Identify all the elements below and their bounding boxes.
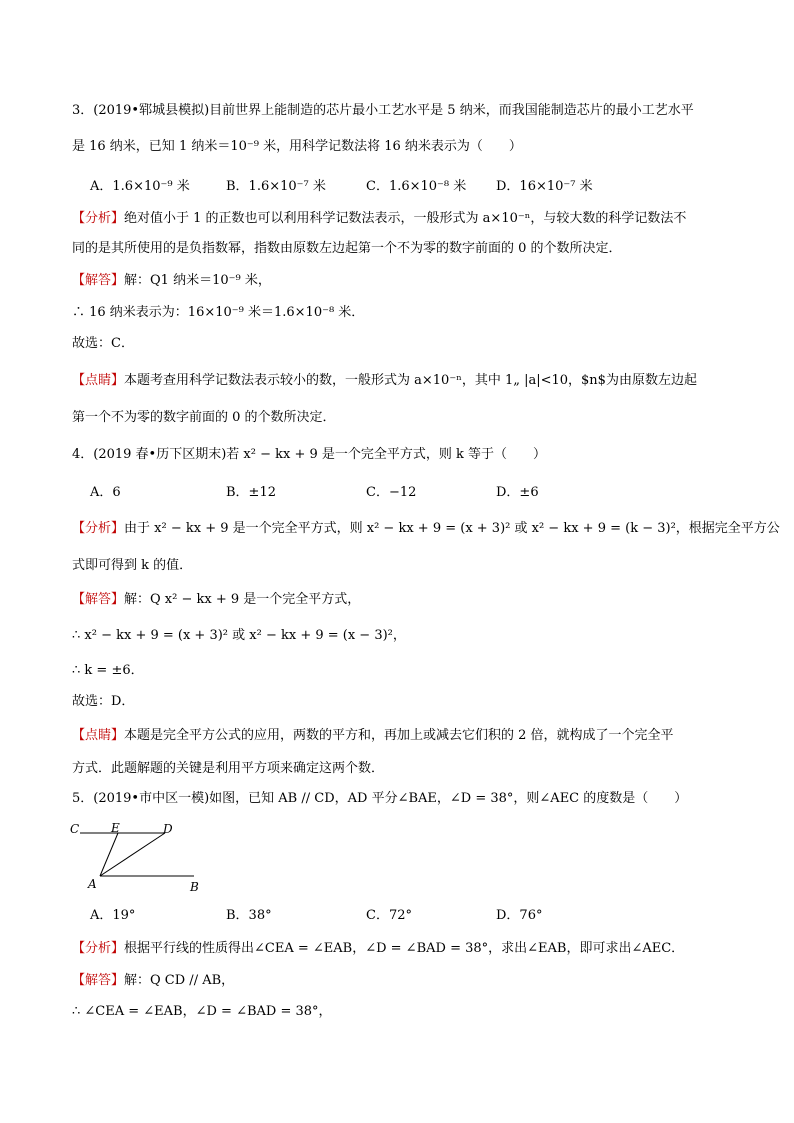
q4-answer-text: 解：Q x² − kx + 9 是一个完全平方式， xyxy=(124,592,361,607)
q5-stem-line1: 5．(2019•市中区一模)如图，已知 AB // CD，AD 平分∠BAE，∠D = 38°，则∠AEC 的度数是（ ） xyxy=(72,791,688,806)
q5-option-c: C．72° xyxy=(366,908,412,923)
q3-comment-line2: 第一个不为零的数字前面的 0 的个数所决定． xyxy=(72,410,336,425)
q3-analysis-line1 xyxy=(72,210,686,228)
q3-stem-line2: 是 16 纳米，已知 1 纳米＝10⁻⁹ 米，用科学记数法将 16 纳米表示为（ ） xyxy=(72,139,522,154)
q3-option-a: A．1.6×10⁻⁹ 米 xyxy=(90,179,190,194)
q3-comment-text: 本题考查用科学记数法表示较小的数，一般形式为 a×10⁻ⁿ，其中 1„ |a|<10，$n$为由原数左边起 xyxy=(124,373,697,388)
q3-option-d: D．16×10⁻⁷ 米 xyxy=(496,179,593,194)
label-c: C xyxy=(70,822,80,836)
label-b: B xyxy=(190,880,199,894)
q3-comment-line1 xyxy=(72,372,697,390)
q4-analysis-text: 由于 x² − kx + 9 是一个完全平方式，则 x² − kx + 9 = (x + 3)² 或 x² − kx + 9 = (k − 3)²，根据完全平方公 xyxy=(124,521,780,536)
q4-option-c: C．−12 xyxy=(366,485,417,500)
answer-tag: 【解答】 xyxy=(72,973,125,988)
q3-analysis-text: 绝对值小于 1 的正数也可以利用科学记数法表示，一般形式为 a×10⁻ⁿ，与较大数的科学记数法不 xyxy=(124,211,687,226)
analysis-tag: 【分析】 xyxy=(72,211,125,226)
q4-option-a: A．6 xyxy=(90,485,121,500)
q4-analysis-line1 xyxy=(72,520,780,538)
answer-tag: 【解答】 xyxy=(72,592,125,607)
q3-option-b: B．1.6×10⁻⁷ 米 xyxy=(226,179,326,194)
q3-stem-line1: 3．(2019•郓城县模拟)目前世界上能制造的芯片最小工艺水平是 5 纳米，而我国能制造芯片的最小工艺水平 xyxy=(72,103,694,118)
q4-answer-line3: ∴ k = ±6． xyxy=(72,663,144,678)
q3-choice: 故选：C． xyxy=(72,336,134,351)
q4-answer-line2: ∴ x² − kx + 9 = (x + 3)² 或 x² − kx + 9 = (x − 3)²， xyxy=(72,628,406,643)
q4-option-d: D．±6 xyxy=(496,485,539,500)
q4-comment-text: 本题是完全平方公式的应用，两数的平方和，再加上或减去它们积的 2 倍，就构成了一个完全平 xyxy=(124,728,674,743)
label-a: A xyxy=(88,877,97,891)
q4-analysis-line2: 式即可得到 k 的值． xyxy=(72,558,193,573)
q5-answer-line1 xyxy=(72,972,234,990)
q4-option-b: B．±12 xyxy=(226,485,276,500)
geometry-figure xyxy=(62,818,212,898)
label-d: D xyxy=(163,822,173,836)
q3-option-c: C．1.6×10⁻⁸ 米 xyxy=(366,179,467,194)
q5-analysis-text: 根据平行线的性质得出∠CEA = ∠EAB，∠D = ∠BAD = 38°，求出∠EAB，即可求出∠AEC． xyxy=(124,941,685,956)
q5-answer-text: 解：Q CD // AB， xyxy=(124,973,235,988)
q3-answer-line1 xyxy=(72,272,271,290)
q4-choice: 故选：D． xyxy=(72,694,135,709)
q4-comment-line1 xyxy=(72,727,674,745)
q5-option-a: A．19° xyxy=(90,908,136,923)
q5-option-d: D．76° xyxy=(496,908,543,923)
analysis-tag: 【分析】 xyxy=(72,941,125,956)
q5-analysis-line1 xyxy=(72,940,684,958)
answer-tag: 【解答】 xyxy=(72,273,125,288)
q4-answer-line1 xyxy=(72,591,360,609)
q4-stem-line1: 4．(2019 春•历下区期末)若 x² − kx + 9 是一个完全平方式，则 k 等于（ ） xyxy=(72,447,547,462)
q4-comment-line2: 方式．此题解题的关键是利用平方项来确定这两个数． xyxy=(72,761,385,776)
segment-ad xyxy=(100,833,165,876)
comment-tag: 【点睛】 xyxy=(72,373,125,388)
q3-answer-text: 解：Q1 纳米＝10⁻⁹ 米， xyxy=(124,273,271,288)
analysis-tag: 【分析】 xyxy=(72,521,125,536)
comment-tag: 【点睛】 xyxy=(72,728,125,743)
label-e: E xyxy=(111,821,120,835)
q3-answer-line2: ∴ 16 纳米表示为：16×10⁻⁹ 米＝1.6×10⁻⁸ 米． xyxy=(72,305,365,320)
q5-answer-line2: ∴ ∠CEA = ∠EAB，∠D = ∠BAD = 38°， xyxy=(72,1004,332,1019)
q3-analysis-line2: 同的是其所使用的是负指数幂，指数由原数左边起第一个不为零的数字前面的 0 的个数所决定． xyxy=(72,241,622,256)
q5-option-b: B．38° xyxy=(226,908,272,923)
